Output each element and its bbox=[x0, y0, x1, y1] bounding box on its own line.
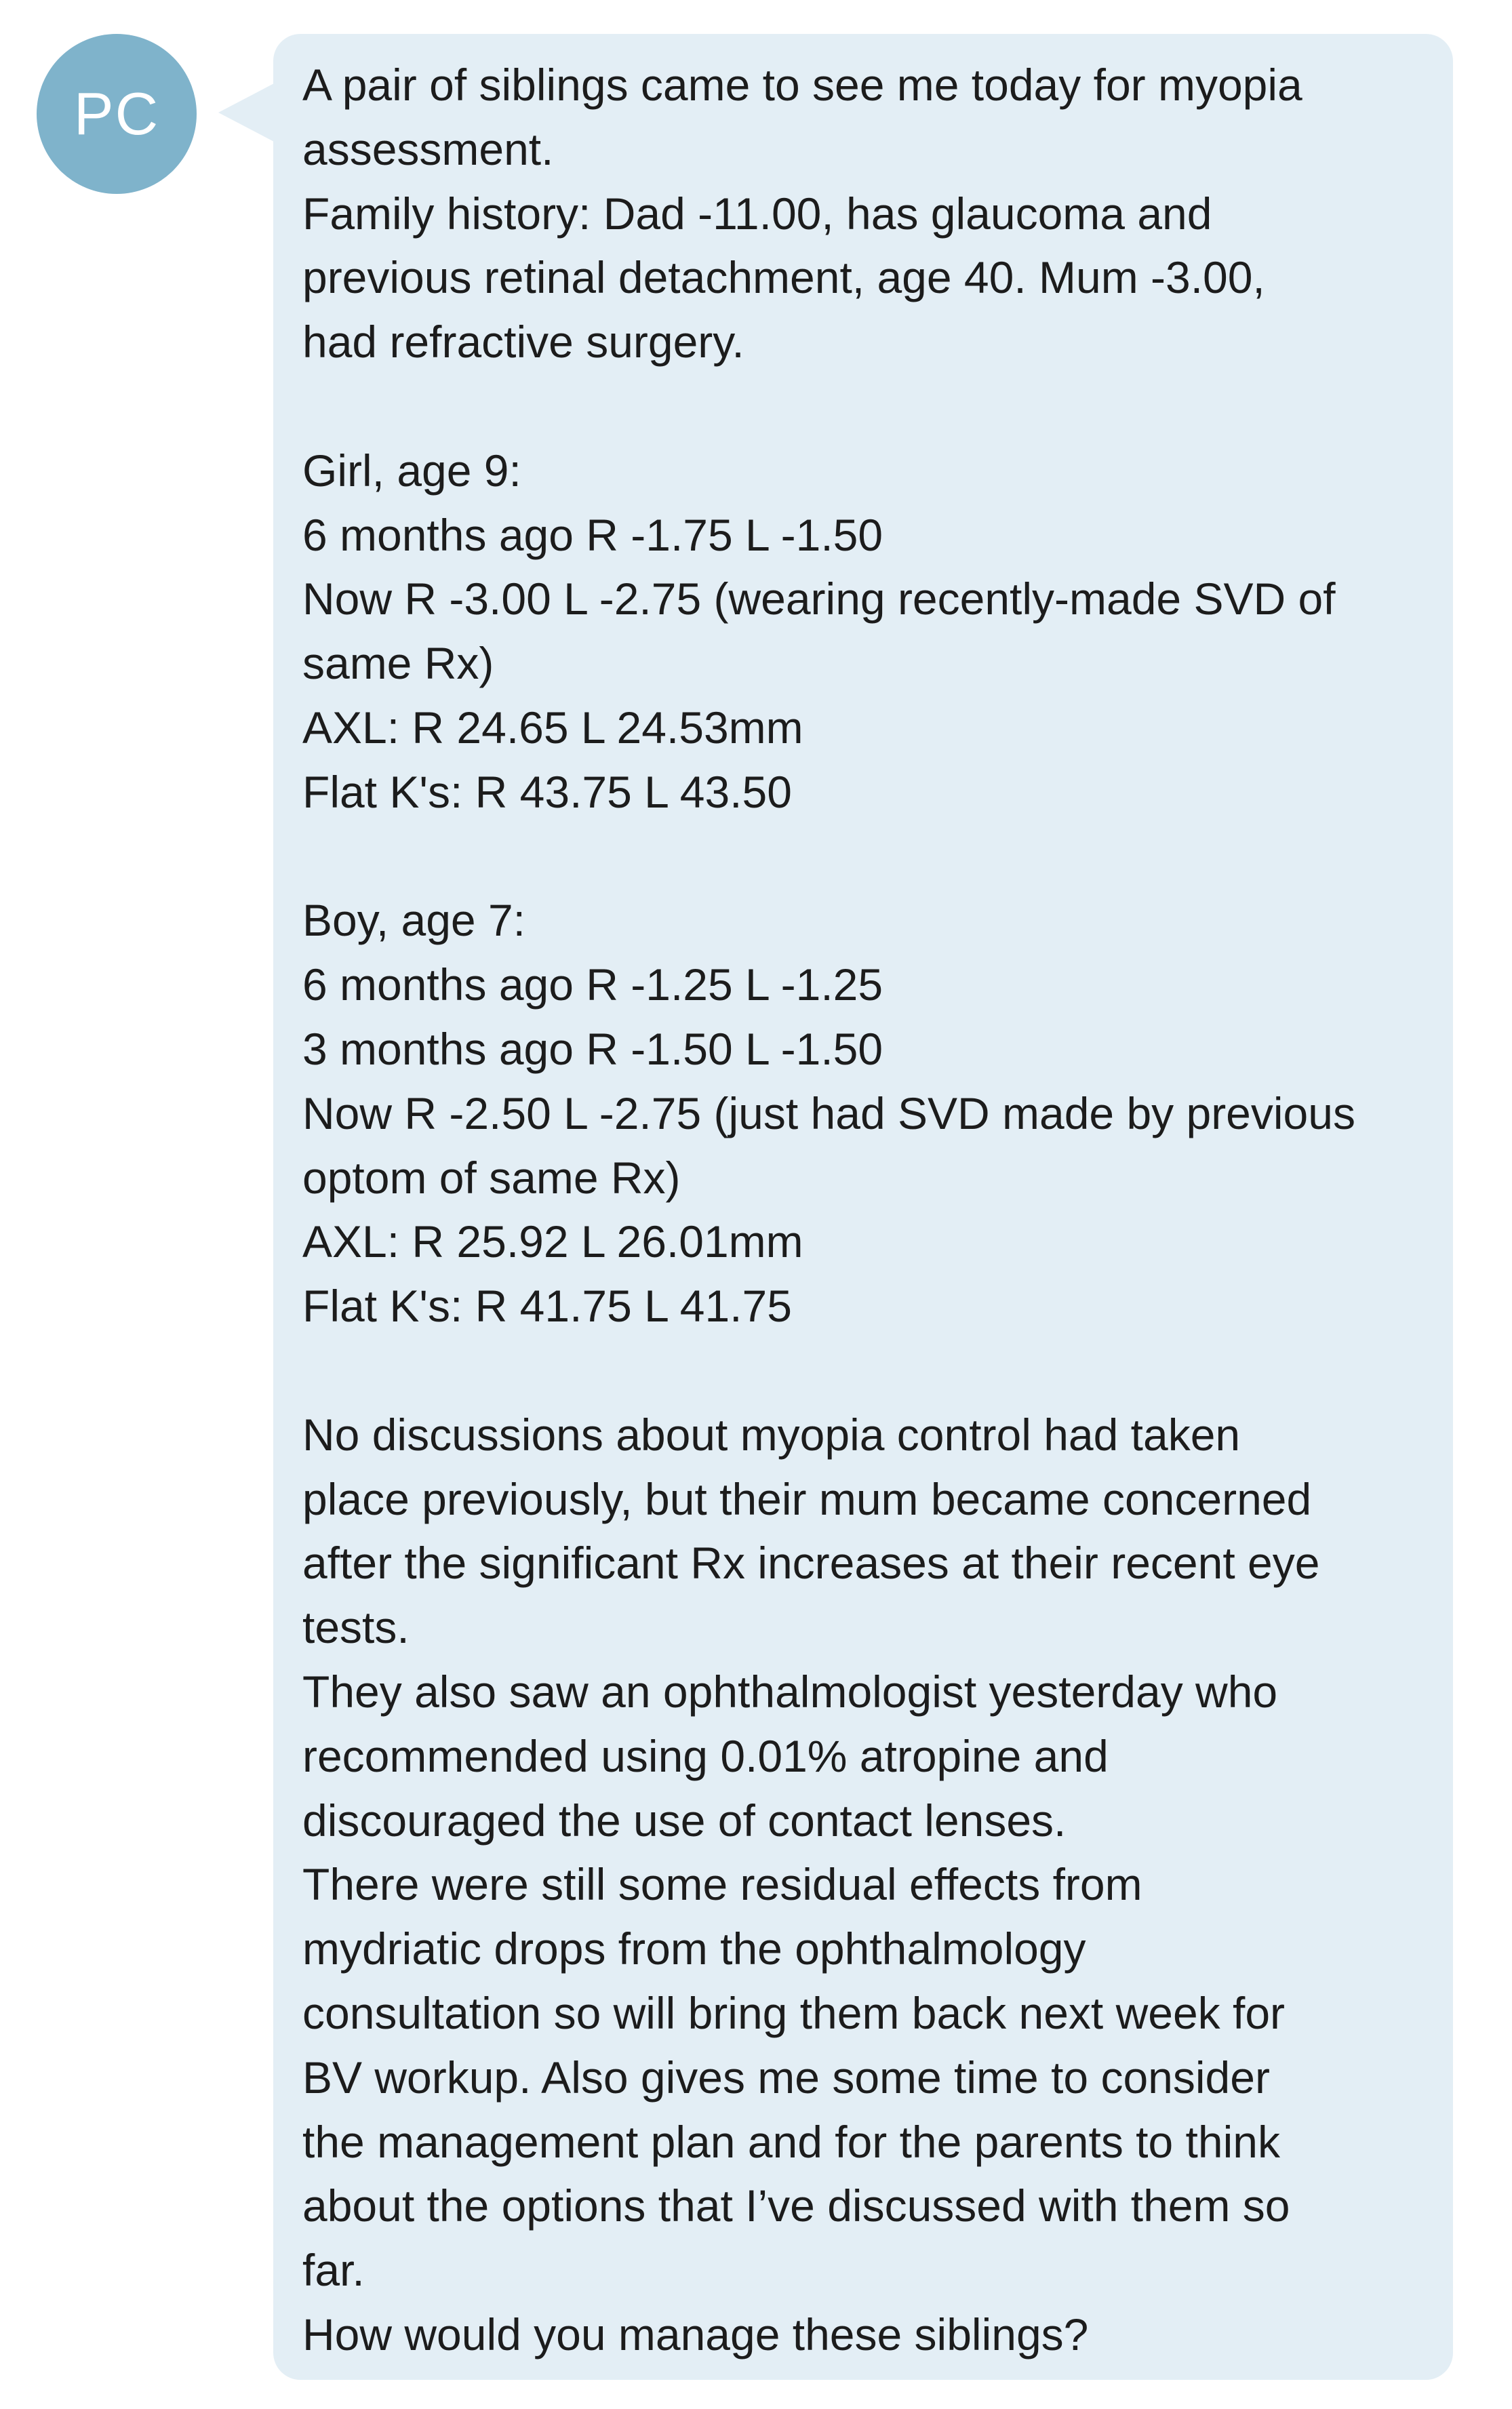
message-line: Family history: Dad -11.00, has glaucoma and bbox=[302, 188, 1212, 239]
paragraph-spacer bbox=[302, 374, 1441, 439]
message-line: No discussions about myopia control had taken bbox=[302, 1409, 1241, 1460]
closing-paragraph bbox=[302, 1403, 1441, 2367]
message-bubble-tail bbox=[218, 83, 275, 142]
message-line: previous retinal detachment, age 40. Mum -3.00, bbox=[302, 252, 1265, 303]
message-line: 6 months ago R -1.75 L -1.50 bbox=[302, 509, 883, 560]
message-line: after the significant Rx increases at their recent eye bbox=[302, 1538, 1320, 1589]
message-line: mydriatic drops from the ophthalmology bbox=[302, 1924, 1086, 1974]
message-line: Girl, age 9: bbox=[302, 445, 521, 496]
message-line: consultation so will bring them back next week for bbox=[302, 1987, 1286, 2038]
girl-paragraph bbox=[302, 439, 1441, 824]
message-line: assessment. bbox=[302, 123, 554, 174]
message-line: BV workup. Also gives me some time to consider bbox=[302, 2052, 1270, 2103]
message-line: 3 months ago R -1.50 L -1.50 bbox=[302, 1023, 883, 1074]
message-line: far. bbox=[302, 2245, 365, 2296]
boy-paragraph bbox=[302, 888, 1441, 1338]
message-line: A pair of siblings came to see me today for myopia bbox=[302, 60, 1302, 110]
message-line: Boy, age 7: bbox=[302, 895, 526, 946]
message-line: They also saw an ophthalmologist yesterday who bbox=[302, 1666, 1278, 1717]
message-line: AXL: R 25.92 L 26.01mm bbox=[302, 1216, 803, 1267]
message-line: How would you manage these siblings? bbox=[302, 2309, 1089, 2360]
message-line: place previously, but their mum became concerned bbox=[302, 1473, 1312, 1524]
paragraph-spacer bbox=[302, 1338, 1441, 1403]
message-line: Now R -3.00 L -2.75 (wearing recently-made SVD of bbox=[302, 574, 1336, 624]
message-line: discouraged the use of contact lenses. bbox=[302, 1795, 1067, 1846]
message-text bbox=[302, 53, 1441, 2367]
message-line: same Rx) bbox=[302, 638, 494, 689]
message-line: AXL: R 24.65 L 24.53mm bbox=[302, 702, 803, 753]
message-line: had refractive surgery. bbox=[302, 317, 744, 367]
intro-paragraph bbox=[302, 53, 1441, 374]
message-line: Now R -2.50 L -2.75 (just had SVD made by previous bbox=[302, 1088, 1355, 1138]
message-line: Flat K's: R 41.75 L 41.75 bbox=[302, 1281, 792, 1332]
message-line: the management plan and for the parents to think bbox=[302, 2116, 1280, 2167]
avatar[interactable] bbox=[37, 34, 197, 194]
message-line: tests. bbox=[302, 1602, 410, 1653]
message-line: about the options that I’ve discussed with them so bbox=[302, 2181, 1290, 2231]
message-line: optom of same Rx) bbox=[302, 1152, 681, 1203]
paragraph-spacer bbox=[302, 824, 1441, 889]
avatar-initials: PC bbox=[73, 80, 160, 147]
message-line: recommended using 0.01% atropine and bbox=[302, 1730, 1109, 1781]
message-line: 6 months ago R -1.25 L -1.25 bbox=[302, 959, 883, 1010]
message-line: There were still some residual effects from bbox=[302, 1859, 1142, 1910]
message-line: Flat K's: R 43.75 L 43.50 bbox=[302, 766, 792, 817]
